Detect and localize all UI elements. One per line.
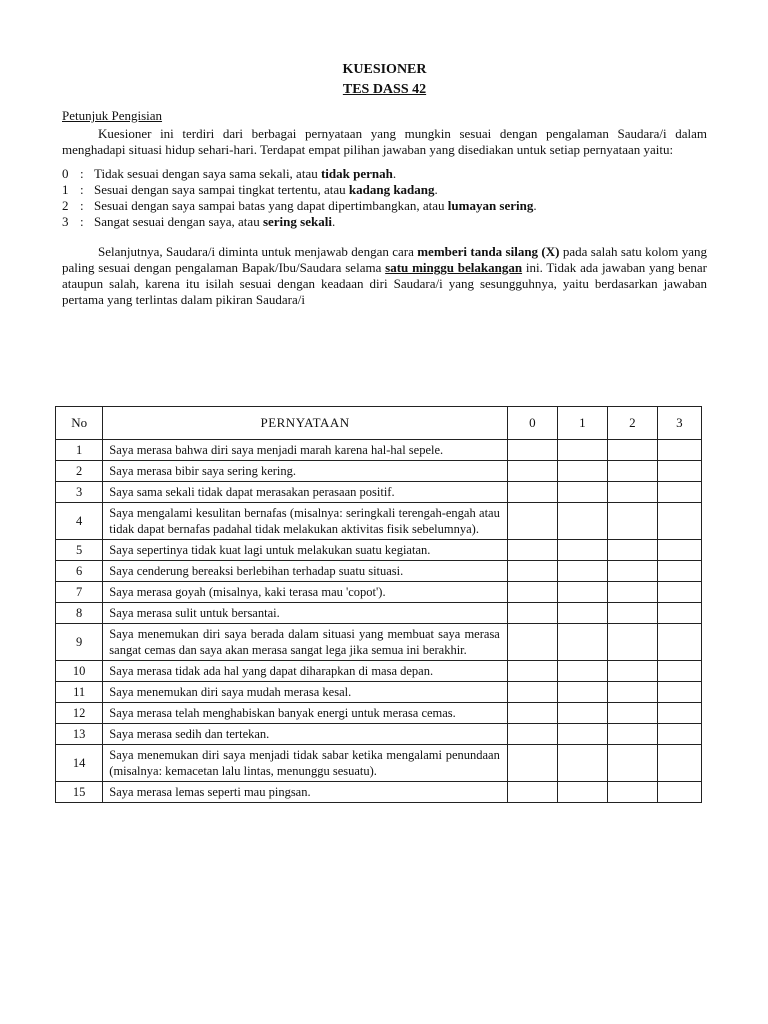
col-header-no: No: [56, 407, 103, 440]
answer-cell-2[interactable]: [607, 661, 657, 682]
answer-cell-1[interactable]: [557, 540, 607, 561]
answer-cell-3[interactable]: [657, 724, 701, 745]
answer-cell-2[interactable]: [607, 482, 657, 503]
answer-cell-2[interactable]: [607, 582, 657, 603]
document-title: KUESIONER: [342, 62, 427, 77]
statement-text: Saya merasa goyah (misalnya, kaki terasa mau 'copot').: [103, 582, 508, 603]
row-number: 2: [56, 461, 103, 482]
time-period: satu minggu belakangan: [385, 260, 523, 275]
answer-cell-1[interactable]: [557, 582, 607, 603]
option-item: [62, 166, 707, 182]
statement-text: Saya menemukan diri saya menjadi tidak sabar ketika mengalami penundaan (misalnya: kemacetan lalu lintas, menunggu sesuatu).: [103, 745, 508, 782]
answer-cell-2[interactable]: [607, 782, 657, 803]
answer-cell-3[interactable]: [657, 461, 701, 482]
table-body: [56, 440, 702, 803]
row-number: 4: [56, 503, 103, 540]
answer-cell-2[interactable]: [607, 603, 657, 624]
option-emphasis: kadang kadang: [348, 182, 435, 197]
statement-text: Saya menemukan diri saya berada dalam situasi yang membuat saya merasa sangat cemas dan saya akan merasa sangat lega jika semua ini berakhir.: [103, 624, 508, 661]
statement-text: Saya merasa sulit untuk bersantai.: [103, 603, 508, 624]
row-number: 6: [56, 561, 103, 582]
answer-cell-2[interactable]: [607, 440, 657, 461]
answer-cell-3[interactable]: [657, 561, 701, 582]
option-text: Sangat sesuai dengan saya, atau sering sekali.: [94, 214, 336, 229]
answer-cell-2[interactable]: [607, 540, 657, 561]
statement-text: Saya merasa bibir saya sering kering.: [103, 461, 508, 482]
answer-cell-1[interactable]: [557, 661, 607, 682]
table-row: [56, 540, 702, 561]
row-number: 7: [56, 582, 103, 603]
answer-cell-3[interactable]: [657, 603, 701, 624]
instructions-heading: Petunjuk Pengisian: [62, 108, 163, 123]
row-number: 12: [56, 703, 103, 724]
table-row: [56, 461, 702, 482]
option-text: Tidak sesuai dengan saya sama sekali, atau tidak pernah.: [94, 166, 397, 181]
answer-cell-1[interactable]: [557, 624, 607, 661]
answer-cell-0[interactable]: [507, 624, 557, 661]
mark-instruction: memberi tanda silang (X): [417, 244, 560, 259]
answer-cell-1[interactable]: [557, 461, 607, 482]
col-header-1: 1: [557, 407, 607, 440]
option-number: 1: [62, 182, 69, 197]
row-number: 8: [56, 603, 103, 624]
option-text: Sesuai dengan saya sampai tingkat tertentu, atau kadang kadang.: [94, 182, 438, 197]
row-number: 5: [56, 540, 103, 561]
statement-text: Saya cenderung bereaksi berlebihan terhadap suatu situasi.: [103, 561, 508, 582]
table-row: [56, 724, 702, 745]
option-number: 0: [62, 166, 69, 181]
answer-cell-2[interactable]: [607, 724, 657, 745]
answer-cell-3[interactable]: [657, 782, 701, 803]
table-row: [56, 661, 702, 682]
row-number: 1: [56, 440, 103, 461]
option-separator: :: [80, 182, 84, 197]
table-row: [56, 603, 702, 624]
option-item: [62, 198, 707, 214]
answer-cell-1[interactable]: [557, 440, 607, 461]
row-number: 3: [56, 482, 103, 503]
answer-cell-0[interactable]: [507, 603, 557, 624]
answer-cell-3[interactable]: [657, 503, 701, 540]
answer-cell-0[interactable]: [507, 503, 557, 540]
table-header-row: [56, 407, 702, 440]
answer-cell-0[interactable]: [507, 461, 557, 482]
instruction-paragraph: Selanjutnya, Saudara/i diminta untuk menjawab dengan cara memberi tanda silang (X) pada salah satu kolom yang paling sesuai dengan pengalaman Bapak/Ibu/Saudara selama satu minggu belakangan ini. Tidak ada jawaban yang benar ataupun salah, karena itu isilah sesuai dengan keadaan diri Saudara/i yang sesungguhnya, yaitu berdasarkan jawaban pertama yang terlintas dalam pikiran Saudara/i: [62, 244, 708, 307]
answer-cell-3[interactable]: [657, 440, 701, 461]
answer-cell-1[interactable]: [557, 682, 607, 703]
statement-text: Saya merasa sedih dan tertekan.: [103, 724, 508, 745]
answer-cell-3[interactable]: [657, 540, 701, 561]
answer-cell-2[interactable]: [607, 703, 657, 724]
answer-cell-3[interactable]: [657, 624, 701, 661]
statement-text: Saya menemukan diri saya mudah merasa kesal.: [103, 682, 508, 703]
answer-cell-0[interactable]: [507, 540, 557, 561]
answer-cell-2[interactable]: [607, 682, 657, 703]
answer-cell-3[interactable]: [657, 682, 701, 703]
table-row: [56, 682, 702, 703]
option-separator: :: [80, 198, 84, 213]
answer-cell-1[interactable]: [557, 703, 607, 724]
table-row: [56, 745, 702, 782]
col-header-3: 3: [657, 407, 701, 440]
statement-text: Saya merasa telah menghabiskan banyak energi untuk merasa cemas.: [103, 703, 508, 724]
answer-cell-0[interactable]: [507, 661, 557, 682]
option-number: 2: [62, 198, 69, 213]
answer-cell-0[interactable]: [507, 703, 557, 724]
option-emphasis: lumayan sering: [447, 198, 534, 213]
col-header-0: 0: [507, 407, 557, 440]
answer-cell-0[interactable]: [507, 582, 557, 603]
answer-cell-0[interactable]: [507, 482, 557, 503]
answer-cell-1[interactable]: [557, 724, 607, 745]
statement-text: Saya merasa bahwa diri saya menjadi marah karena hal-hal sepele.: [103, 440, 508, 461]
answer-cell-3[interactable]: [657, 661, 701, 682]
row-number: 10: [56, 661, 103, 682]
statement-text: Saya sepertinya tidak kuat lagi untuk melakukan suatu kegiatan.: [103, 540, 508, 561]
answer-cell-2[interactable]: [607, 745, 657, 782]
answer-cell-0[interactable]: [507, 682, 557, 703]
statement-text: Saya merasa lemas seperti mau pingsan.: [103, 782, 508, 803]
answer-cell-1[interactable]: [557, 503, 607, 540]
statement-text: Saya merasa tidak ada hal yang dapat diharapkan di masa depan.: [103, 661, 508, 682]
statement-text: Saya mengalami kesulitan bernafas (misalnya: seringkali terengah-engah atau tidak dapat bernafas padahal tidak melakukan aktivitas fisik sebelumnya).: [103, 503, 508, 540]
document-subtitle: TES DASS 42: [342, 82, 427, 97]
answer-cell-1[interactable]: [557, 482, 607, 503]
table-row: [56, 482, 702, 503]
table-row: [56, 582, 702, 603]
answer-cell-2[interactable]: [607, 624, 657, 661]
answer-cell-0[interactable]: [507, 724, 557, 745]
option-number: 3: [62, 214, 69, 229]
table-row: [56, 782, 702, 803]
option-emphasis: tidak pernah: [320, 166, 393, 181]
answer-cell-3[interactable]: [657, 703, 701, 724]
option-emphasis: sering sekali: [262, 214, 332, 229]
answer-options-list: [62, 166, 707, 230]
table-row: [56, 624, 702, 661]
option-text: Sesuai dengan saya sampai batas yang dapat dipertimbangkan, atau lumayan sering.: [94, 198, 537, 213]
answer-cell-3[interactable]: [657, 745, 701, 782]
col-header-2: 2: [607, 407, 657, 440]
row-number: 11: [56, 682, 103, 703]
answer-cell-1[interactable]: [557, 782, 607, 803]
answer-cell-0[interactable]: [507, 440, 557, 461]
option-item: [62, 214, 707, 230]
answer-cell-0[interactable]: [507, 561, 557, 582]
option-item: [62, 182, 707, 198]
table-row: [56, 703, 702, 724]
answer-cell-1[interactable]: [557, 561, 607, 582]
document-page: [62, 60, 707, 308]
answer-cell-2[interactable]: [607, 561, 657, 582]
table-row: [56, 503, 702, 540]
answer-cell-1[interactable]: [557, 603, 607, 624]
answer-cell-0[interactable]: [507, 745, 557, 782]
row-number: 13: [56, 724, 103, 745]
col-header-statement: PERNYATAAN: [103, 407, 508, 440]
answer-cell-3[interactable]: [657, 582, 701, 603]
row-number: 9: [56, 624, 103, 661]
table-row: [56, 440, 702, 461]
questionnaire-table: [55, 406, 702, 803]
intro-paragraph: Kuesioner ini terdiri dari berbagai pernyataan yang mungkin sesuai dengan pengalaman Saudara/i dalam menghadapi situasi hidup sehari-hari. Terdapat empat pilihan jawaban yang disediakan untuk setiap pernyataan yaitu:: [62, 126, 707, 157]
answer-cell-2[interactable]: [607, 461, 657, 482]
answer-cell-1[interactable]: [557, 745, 607, 782]
option-separator: :: [80, 214, 84, 229]
statement-text: Saya sama sekali tidak dapat merasakan perasaan positif.: [103, 482, 508, 503]
row-number: 14: [56, 745, 103, 782]
answer-cell-3[interactable]: [657, 482, 701, 503]
answer-cell-0[interactable]: [507, 782, 557, 803]
option-separator: :: [80, 166, 84, 181]
table-row: [56, 561, 702, 582]
row-number: 15: [56, 782, 103, 803]
answer-cell-2[interactable]: [607, 503, 657, 540]
